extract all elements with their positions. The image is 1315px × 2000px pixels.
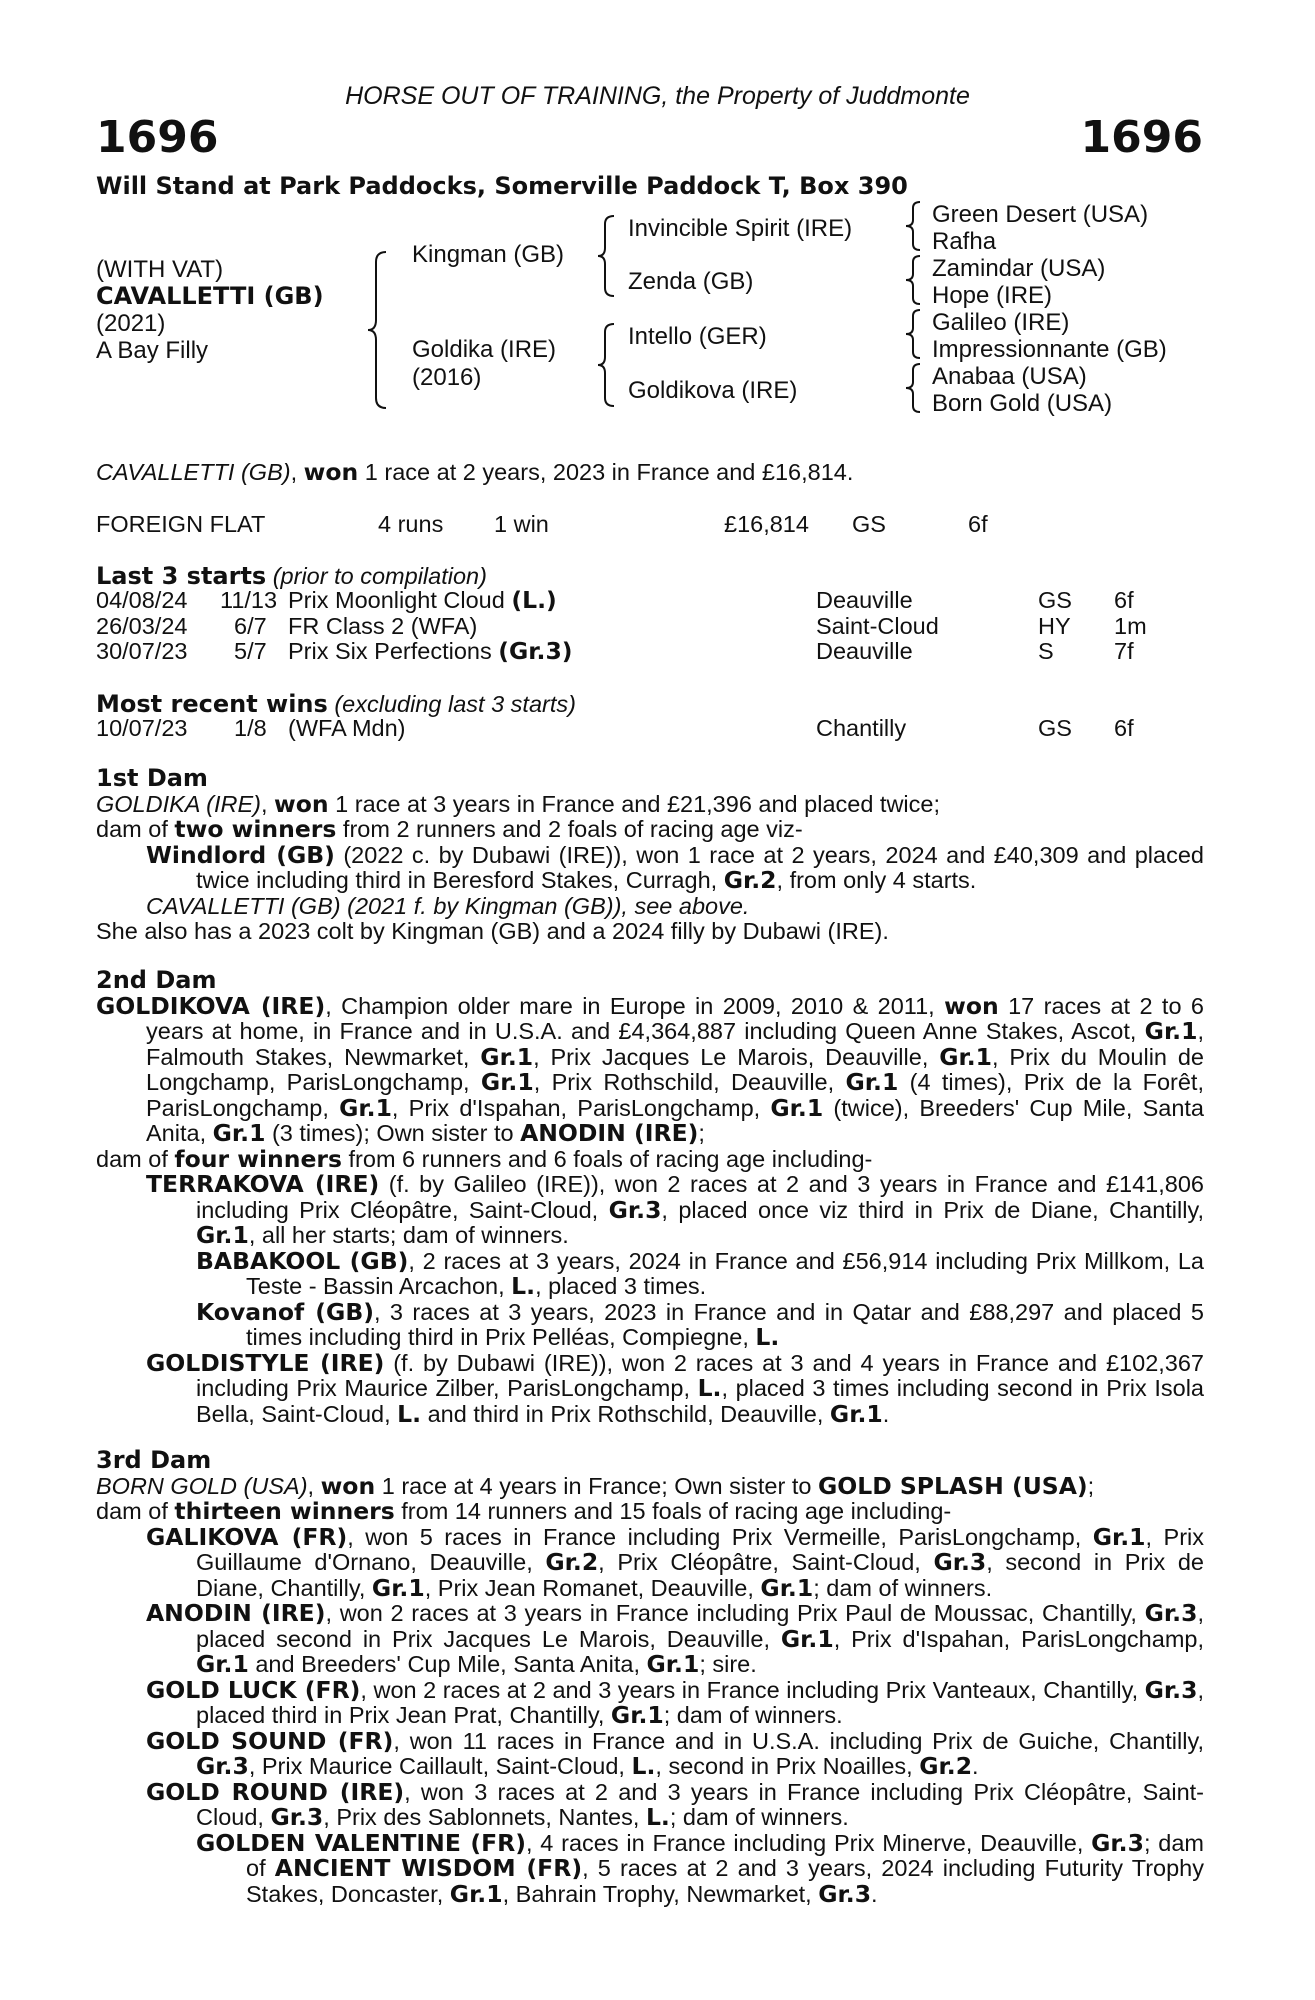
pedigree-ss: Invincible Spirit (IRE) <box>628 215 853 242</box>
grade: Gr.3 <box>818 1879 872 1908</box>
record-going: GS <box>852 511 886 537</box>
first-dam-produce-line <box>96 817 1204 843</box>
anodin-text: ; sire. <box>699 1651 757 1677</box>
stand-location: Will Stand at Park Paddocks, Somerville Paddock T, Box 390 <box>96 172 908 200</box>
win-going: GS <box>1038 715 1072 741</box>
anodin-name: ANODIN (IRE) <box>146 1599 326 1627</box>
golden-valentine-text: , 5 races at 2 and 3 years, 2024 including Futurity Trophy Stakes, Doncaster, <box>246 1855 1204 1907</box>
pedigree-sdd: Hope (IRE) <box>932 282 1053 309</box>
produce-anodin <box>96 1601 1204 1678</box>
produce-gold-round <box>96 1777 1205 1831</box>
pedigree-sds: Zamindar (USA) <box>932 255 1106 282</box>
brace-dam <box>596 322 618 408</box>
pedigree-sss: Green Desert (USA) <box>932 201 1149 228</box>
second-dam-text: , Champion older mare in Europe in 2009, 2010 & 2011, <box>325 992 945 1019</box>
produce-golden-valentine <box>96 1828 1204 1908</box>
win-date: 10/07/23 <box>96 715 188 741</box>
goldistyle-name: GOLDISTYLE (IRE) <box>146 1348 385 1377</box>
golden-valentine-text: ; dam of <box>246 1829 1204 1881</box>
goldistyle-text: (f. by Dubawi (IRE)), won 2 races at 3 and 4 years in France and £102,367 including Prix Maurice Zilber, ParisLongchamp, <box>196 1349 1204 1401</box>
brace-main <box>366 250 390 410</box>
start-race-name: Prix Moonlight Cloud <box>288 587 505 613</box>
galikova-text: ; dam of winners. <box>813 1574 993 1601</box>
grade: Gr.1 <box>610 1701 664 1729</box>
third-dam-name: BORN GOLD (USA) <box>96 1472 308 1499</box>
table-row <box>96 588 1206 614</box>
second-dam-line <box>96 991 1205 1147</box>
anodin-text: and Breeders' Cup Mile, Santa Anita, <box>248 1651 647 1677</box>
brace-sd <box>904 254 924 306</box>
second-dam-won: won <box>944 991 999 1020</box>
horse-name: CAVALLETTI (GB) <box>96 282 324 310</box>
grade: Gr.1 <box>449 1879 503 1908</box>
second-dam-text: , Prix du Moulin de Longchamp, ParisLongchamp, <box>146 1043 1205 1095</box>
terrakova-name: TERRAKOVA (IRE) <box>146 1170 380 1198</box>
pedigree-dss: Galileo (IRE) <box>932 309 1070 336</box>
second-dam-text: ; <box>698 1120 705 1146</box>
anodin-text: , Prix d'Ispahan, ParisLongchamp, <box>833 1625 1204 1652</box>
period: . <box>972 1753 979 1779</box>
babakool-name: BABAKOOL (GB) <box>196 1246 409 1275</box>
terrakova-text: (f. by Galileo (IRE)), won 2 races at 2 and 3 years in France and £141,806 including Prix Cléopâtre, Saint-Cloud, <box>196 1171 1204 1223</box>
start-position: 5/7 <box>234 638 267 665</box>
brace-sire <box>596 214 618 298</box>
first-dam-won: won <box>274 789 329 818</box>
produce-terrakova <box>96 1172 1204 1249</box>
grade: Gr.2 <box>545 1548 599 1576</box>
second-dam-title: 2nd Dam <box>96 966 217 994</box>
pedigree-dam: Goldika (IRE) <box>412 336 557 363</box>
grade: Gr.1 <box>780 1624 834 1653</box>
summary-horse-name: CAVALLETTI (GB) <box>96 459 291 485</box>
record-earnings: £16,814 <box>724 511 809 537</box>
horse-description: A Bay Filly <box>96 337 209 364</box>
goldistyle-text: , placed 3 times including second in Prix Isola Bella, Saint-Cloud, <box>196 1375 1204 1427</box>
gold-round-name: GOLD ROUND (IRE) <box>146 1777 405 1806</box>
gold-sound-text: , won 11 races in France and in U.S.A. including Prix de Guiche, Chantilly, <box>393 1727 1204 1754</box>
pedigree-dd: Goldikova (IRE) <box>628 377 798 404</box>
sale-title: HORSE OUT OF TRAINING, the Property of Juddmonte <box>345 82 970 110</box>
last-starts-heading <box>96 562 487 590</box>
start-date: 04/08/24 <box>96 587 188 613</box>
galikova-text: , won 5 races in France including Prix Vermeille, ParisLongchamp, <box>347 1523 1093 1550</box>
second-dam-produce-line <box>96 1144 1204 1173</box>
pedigree-dam-year: (2016) <box>412 364 482 391</box>
anodin-text: , placed second in Prix Jacques Le Marois, Deauville, <box>196 1600 1204 1652</box>
grade: Gr.1 <box>1144 1017 1198 1045</box>
first-dam-rest: 1 race at 3 years in France and £21,396 and placed twice; <box>328 790 941 817</box>
gold-round-text: , Prix des Sablonnets, Nantes, <box>323 1804 646 1830</box>
babakool-text: , placed 3 times. <box>535 1273 707 1299</box>
period: . <box>882 1400 890 1427</box>
start-going: S <box>1038 638 1054 665</box>
record-category: FOREIGN FLAT <box>96 511 266 537</box>
second-dam-sister: ANODIN (IRE) <box>520 1119 699 1147</box>
grade: Gr.1 <box>371 1573 425 1602</box>
start-grade: (Gr.3) <box>498 637 573 666</box>
terrakova-text: , placed once viz third in Prix de Diane, Chantilly, <box>661 1196 1205 1223</box>
pedigree-sd: Zenda (GB) <box>628 268 754 295</box>
start-date: 26/03/24 <box>96 612 188 639</box>
grade: Gr.1 <box>845 1068 899 1096</box>
galikova-text: , Prix Cléopâtre, Saint-Cloud, <box>598 1549 934 1575</box>
second-dam-text: from 6 runners and 6 foals of racing age including- <box>342 1145 873 1172</box>
first-dam-also: She also has a 2023 colt by Kingman (GB) and a 2024 filly by Dubawi (IRE). <box>96 918 889 944</box>
terrakova-text: , all her starts; dam of winners. <box>248 1222 569 1248</box>
win-position: 1/8 <box>234 715 267 741</box>
kovanof-name: Kovanof (GB) <box>196 1297 374 1326</box>
second-dam-text: , Falmouth Stakes, Newmarket, <box>146 1018 1204 1070</box>
grade: Gr.1 <box>939 1042 993 1071</box>
galikova-name: GALIKOVA (FR) <box>146 1522 348 1551</box>
galikova-text: , Prix Jean Romanet, Deauville, <box>424 1574 761 1601</box>
horse-year: (2021) <box>96 310 166 337</box>
start-course: Saint-Cloud <box>816 612 939 639</box>
last-starts-table <box>96 588 1206 665</box>
third-dam-text: , <box>307 1472 315 1499</box>
start-course: Deauville <box>816 587 913 613</box>
grade: Gr.1 <box>829 1399 883 1428</box>
brace-ds <box>904 308 924 360</box>
start-course: Deauville <box>816 638 913 665</box>
second-dam-name: GOLDIKOVA (IRE) <box>96 991 326 1020</box>
grade: Gr.1 <box>339 1093 392 1122</box>
gold-luck-text: ; dam of winners. <box>663 1702 843 1728</box>
start-grade: (L.) <box>511 586 557 614</box>
galikova-text: , Prix Guillaume d'Ornano, Deauville, <box>196 1523 1204 1575</box>
first-dam-winners: two winners <box>174 815 337 843</box>
galikova-text: , second in Prix de Diane, Chantilly, <box>196 1549 1205 1601</box>
ancient-wisdom-name: ANCIENT WISDOM (FR) <box>274 1854 583 1882</box>
grade: Gr.1 <box>196 1650 249 1678</box>
third-dam-winners: thirteen winners <box>174 1497 395 1525</box>
grade: L. <box>697 1374 722 1402</box>
table-row <box>96 639 1206 665</box>
start-distance: 7f <box>1114 638 1134 665</box>
produce-gold-luck <box>96 1675 1204 1729</box>
grade: Gr.3 <box>1144 1599 1198 1627</box>
pedigree-dsd: Impressionnante (GB) <box>932 336 1167 363</box>
pedigree-dds: Anabaa (USA) <box>932 363 1087 390</box>
anodin-text: , won 2 races at 3 years in France including Prix Paul de Moussac, Chantilly, <box>325 1600 1145 1626</box>
grade: Gr.1 <box>212 1119 266 1147</box>
gold-sound-text: , Prix Maurice Caillault, Saint-Cloud, <box>248 1753 632 1779</box>
start-distance: 1m <box>1114 612 1147 639</box>
period: . <box>871 1880 878 1907</box>
race-record <box>96 512 1206 540</box>
grade: Gr.3 <box>933 1548 987 1576</box>
brace-ss <box>904 200 924 252</box>
produce-cavalletti <box>96 894 1204 920</box>
second-dam-text: , Prix d'Ispahan, ParisLongchamp, <box>391 1094 771 1121</box>
pedigree-ds: Intello (GER) <box>628 323 767 350</box>
windlord-name: Windlord (GB) <box>146 840 335 869</box>
lot-number-left: 1696 <box>96 112 219 163</box>
produce-kovanof <box>96 1297 1204 1351</box>
gold-sound-text: , second in Prix Noailles, <box>655 1753 920 1779</box>
summary-won: won <box>303 458 359 486</box>
produce-goldistyle <box>96 1348 1204 1428</box>
gold-luck-name: GOLD LUCK (FR) <box>146 1675 361 1704</box>
gold-luck-text: , placed third in Prix Jean Prat, Chantilly, <box>196 1676 1204 1728</box>
third-dam-text: ; <box>1087 1472 1095 1499</box>
golden-valentine-text: , 4 races in France including Prix Minerve, Deauville, <box>525 1829 1092 1856</box>
grade: Gr.3 <box>1091 1828 1144 1857</box>
windlord-text-a: (2022 c. by Dubawi (IRE)), won 1 race at 2 years, 2024 and £40,309 and placed twice including third in Beresford Stakes, Curragh, <box>196 841 1204 893</box>
first-dam-line: GOLDIKA (IRE), won 1 race at 3 years in France and £21,396 and placed twice; <box>96 789 941 818</box>
gold-sound-name: GOLD SOUND (FR) <box>146 1726 394 1755</box>
cavalletti-rest: (2021 f. by Kingman (GB)), see above. <box>340 892 750 919</box>
start-distance: 6f <box>1114 587 1134 613</box>
first-dam-name: GOLDIKA (IRE) <box>96 790 261 817</box>
win-course: Chantilly <box>816 715 907 741</box>
first-dam-text-a: dam of <box>96 816 175 842</box>
second-dam-text: (4 times), Prix de la Forêt, ParisLongchamp, <box>146 1069 1204 1121</box>
recent-wins-note: (excluding last 3 starts) <box>334 691 576 717</box>
table-row <box>96 614 1206 640</box>
race-summary <box>96 460 853 486</box>
pedigree-ssd: Rafha <box>932 228 997 255</box>
win-race: (WFA Mdn) <box>288 715 406 741</box>
third-dam-section <box>96 1448 1204 1907</box>
grade: Gr.1 <box>480 1042 534 1071</box>
summary-rest: 1 race at 2 years, 2023 in France and £16,814. <box>358 459 854 485</box>
last-starts-note: (prior to compilation) <box>272 563 487 589</box>
grade: Gr.3 <box>608 1195 662 1224</box>
start-race <box>288 588 557 614</box>
pedigree-ddd: Born Gold (USA) <box>932 390 1113 417</box>
first-dam-title: 1st Dam <box>96 764 208 792</box>
third-dam-text: 1 race at 4 years in France; Own sister to <box>375 1472 818 1499</box>
last-starts-title: Last 3 starts <box>96 562 267 590</box>
third-dam-title: 3rd Dam <box>96 1446 212 1474</box>
second-dam-winners: four winners <box>174 1144 342 1173</box>
babakool-text: , 2 races at 3 years, 2024 in France and £56,914 including Prix Millkom, La Teste - Bassin Arcachon, <box>246 1247 1204 1299</box>
third-dam-line <box>96 1471 1204 1500</box>
brace-dd <box>904 362 924 414</box>
cavalletti-name: CAVALLETTI (GB) <box>146 892 341 919</box>
second-dam-text: dam of <box>96 1145 175 1172</box>
first-dam-section <box>96 766 1204 945</box>
grade: Gr.2 <box>919 1752 973 1780</box>
grade: Gr.1 <box>1092 1522 1146 1551</box>
start-position: 11/13 <box>220 587 278 613</box>
grade: Gr.1 <box>770 1093 824 1122</box>
recent-wins-heading <box>96 690 576 718</box>
second-dam-text: , Prix Rothschild, Deauville, <box>533 1069 846 1095</box>
start-position: 6/7 <box>234 612 267 639</box>
vat-label: (WITH VAT) <box>96 256 224 283</box>
record-wins: 1 win <box>494 511 549 537</box>
grade: L. <box>631 1752 656 1780</box>
start-race-name: Prix Six Perfections <box>288 638 492 665</box>
recent-wins-title: Most recent wins <box>96 690 328 718</box>
start-race: FR Class 2 (WFA) <box>288 612 478 639</box>
win-distance: 6f <box>1114 715 1134 741</box>
second-dam-text: (twice), Breeders' Cup Mile, Santa Anita, <box>146 1094 1204 1146</box>
goldistyle-text: and third in Prix Rothschild, Deauville, <box>421 1400 830 1427</box>
grade: Gr.3 <box>196 1752 249 1780</box>
grade: L. <box>645 1803 670 1831</box>
record-runs: 4 runs <box>378 511 444 537</box>
grade: L. <box>511 1272 536 1300</box>
produce-babakool <box>96 1246 1204 1300</box>
grade: Gr.1 <box>196 1221 249 1249</box>
start-race <box>288 639 573 665</box>
grade: Gr.1 <box>480 1068 534 1096</box>
start-going: GS <box>1038 587 1072 613</box>
lot-number-right: 1696 <box>1080 112 1203 163</box>
pedigree-sire: Kingman (GB) <box>412 241 565 268</box>
grade: L. <box>755 1323 780 1351</box>
third-dam-sister: GOLD SPLASH (USA) <box>817 1471 1088 1500</box>
start-going: HY <box>1038 612 1071 639</box>
grade: Gr.3 <box>1144 1675 1198 1704</box>
grade: Gr.1 <box>760 1573 814 1602</box>
gold-round-text: , won 3 races at 2 and 3 years in France including Prix Cléopâtre, Saint-Cloud, <box>196 1778 1205 1830</box>
third-dam-won: won <box>320 1471 376 1500</box>
windlord-grade: Gr.2 <box>723 866 777 894</box>
grade: Gr.3 <box>270 1803 324 1831</box>
second-dam-text: (3 times); Own sister to <box>265 1120 521 1146</box>
summary-comma: , <box>290 459 298 485</box>
produce-gold-sound <box>96 1726 1204 1780</box>
grade: L. <box>397 1399 422 1428</box>
third-dam-text: from 14 runners and 15 foals of racing age including- <box>394 1498 952 1524</box>
gold-round-text: ; dam of winners. <box>669 1804 849 1830</box>
recent-wins-table <box>96 716 1206 742</box>
third-dam-text: dam of <box>96 1498 175 1524</box>
gold-luck-text: , won 2 races at 2 and 3 years in France including Prix Vanteaux, Chantilly, <box>360 1676 1145 1703</box>
windlord-text-b: , from only 4 starts. <box>776 867 977 893</box>
second-dam-text: 17 races at 2 to 6 years at home, in France and in U.S.A. and £4,364,887 including Queen Anne Stakes, Ascot, <box>146 992 1204 1044</box>
produce-galikova <box>96 1522 1205 1602</box>
start-date: 30/07/23 <box>96 638 188 665</box>
first-dam-text-c: from 2 runners and 2 foals of racing age viz- <box>336 816 803 842</box>
produce-windlord <box>96 840 1204 894</box>
third-dam-produce-line <box>96 1499 1204 1525</box>
second-dam-section <box>96 968 1204 1427</box>
golden-valentine-name: GOLDEN VALENTINE (FR) <box>196 1828 526 1857</box>
table-row <box>96 716 1206 742</box>
record-distance: 6f <box>968 511 988 537</box>
golden-valentine-text: , Bahrain Trophy, Newmarket, <box>502 1880 819 1907</box>
second-dam-text: , Prix Jacques Le Marois, Deauville, <box>533 1043 940 1070</box>
grade: Gr.1 <box>646 1650 700 1678</box>
kovanof-text: , 3 races at 3 years, 2023 in France and in Qatar and £88,297 and placed 5 times including third in Prix Pelléas, Compiegne, <box>246 1298 1204 1350</box>
